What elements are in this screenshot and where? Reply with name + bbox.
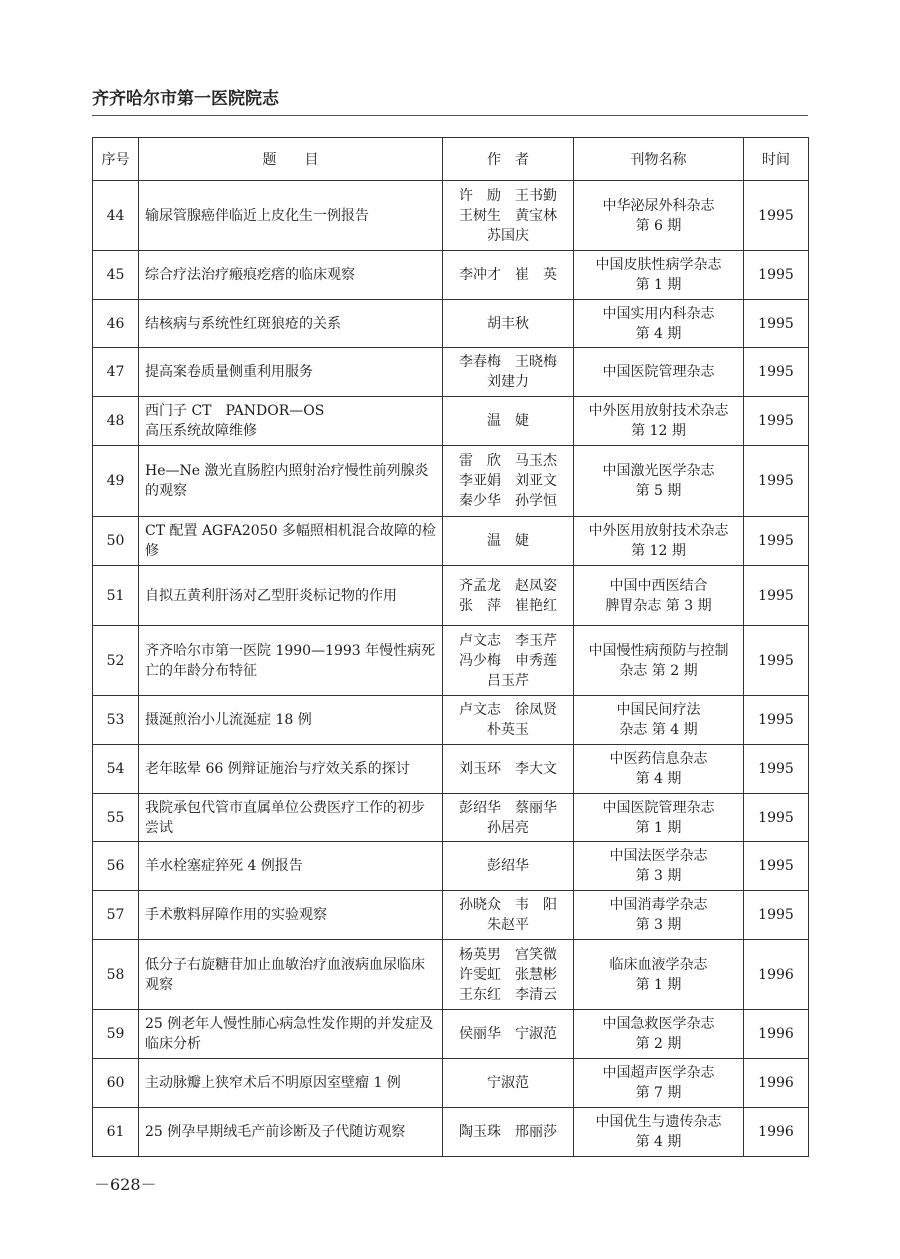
row-year: 1995 xyxy=(744,181,809,251)
row-number: 49 xyxy=(93,446,139,517)
author-line: 宁淑范 xyxy=(487,1075,529,1091)
title-line: 25 例孕早期绒毛产前诊断及子代随访观察 xyxy=(145,1124,406,1140)
journal-line: 中华泌尿外科杂志 xyxy=(602,197,715,214)
row-journal xyxy=(574,251,744,300)
author-line: 吕玉芹 xyxy=(487,672,529,689)
author-line: 冯少梅 申秀莲 xyxy=(459,652,557,669)
table-row xyxy=(93,1059,809,1108)
row-journal xyxy=(574,940,744,1010)
table-row xyxy=(93,891,809,940)
title-line: 高压系统故障维修 xyxy=(145,423,257,439)
row-authors xyxy=(443,251,574,300)
journal-line: 杂志 第 4 期 xyxy=(619,722,698,738)
title-line: CT 配置 AGFA2050 多幅照相机混合故障的检修 xyxy=(145,523,436,559)
table-row xyxy=(93,626,809,696)
row-year: 1995 xyxy=(744,745,809,794)
journal-line: 杂志 第 2 期 xyxy=(619,662,698,679)
author-line: 王东红 李清云 xyxy=(459,986,557,1003)
title-line: 结核病与系统性红斑狼疮的关系 xyxy=(145,315,341,332)
journal-line: 第 4 期 xyxy=(635,771,682,787)
table-row xyxy=(93,251,809,300)
column-header-authors: 作 者 xyxy=(443,138,574,181)
author-line: 温 婕 xyxy=(487,413,529,429)
row-authors xyxy=(443,566,574,626)
journal-line: 中国激光医学杂志 xyxy=(602,463,715,479)
row-number: 46 xyxy=(93,300,139,348)
table-row xyxy=(93,181,809,251)
row-number: 53 xyxy=(93,696,139,745)
row-year: 1995 xyxy=(744,626,809,696)
row-title xyxy=(139,1059,443,1108)
row-authors xyxy=(443,348,574,397)
table-row xyxy=(93,446,809,517)
journal-line: 中国法医学杂志 xyxy=(609,848,708,864)
table-header-row xyxy=(93,138,809,181)
journal-line: 第 7 期 xyxy=(635,1085,682,1101)
row-year: 1995 xyxy=(744,446,809,517)
journal-line: 第 3 期 xyxy=(635,868,682,884)
row-authors xyxy=(443,940,574,1010)
journal-line: 第 12 期 xyxy=(631,423,686,439)
table-row xyxy=(93,842,809,891)
column-header-journal: 刊物名称 xyxy=(574,138,744,181)
journal-line: 第 4 期 xyxy=(635,325,682,342)
row-number: 59 xyxy=(93,1010,139,1059)
title-line: 老年眩晕 66 例辩证施治与疗效关系的探讨 xyxy=(145,761,410,777)
journal-line: 中国皮肤性病学杂志 xyxy=(595,257,722,273)
row-number: 50 xyxy=(93,517,139,566)
row-journal xyxy=(574,626,744,696)
row-journal xyxy=(574,300,744,348)
table-row xyxy=(93,397,809,446)
row-title xyxy=(139,251,443,300)
row-number: 57 xyxy=(93,891,139,940)
row-authors xyxy=(443,891,574,940)
author-line: 王树生 黄宝林 xyxy=(459,207,557,224)
table-row xyxy=(93,348,809,397)
journal-line: 第 6 期 xyxy=(635,217,682,234)
author-line: 朱赵平 xyxy=(487,917,529,933)
title-line: 手术敷料屏障作用的实验观察 xyxy=(145,907,327,923)
author-line: 李亚娟 刘亚文 xyxy=(459,473,557,489)
row-year: 1995 xyxy=(744,348,809,397)
title-line: 低分子右旋糖苷加止血敏治疗血液病血尿临床观察 xyxy=(145,956,425,993)
title-line: 齐齐哈尔市第一医院 1990—1993 年慢性病死亡的年龄分布特征 xyxy=(145,642,436,679)
row-number: 47 xyxy=(93,348,139,397)
row-year: 1995 xyxy=(744,397,809,446)
row-year: 1995 xyxy=(744,842,809,891)
row-authors xyxy=(443,842,574,891)
author-line: 侯丽华 宁淑范 xyxy=(459,1026,557,1042)
row-title xyxy=(139,626,443,696)
row-authors xyxy=(443,181,574,251)
journal-line: 中国超声医学杂志 xyxy=(602,1065,715,1081)
row-title xyxy=(139,397,443,446)
author-line: 温 婕 xyxy=(487,533,529,549)
row-number: 45 xyxy=(93,251,139,300)
row-title xyxy=(139,696,443,745)
title-line: 综合疗法治疗瘢痕疙瘩的临床观察 xyxy=(145,267,355,283)
journal-line: 中国慢性病预防与控制 xyxy=(588,642,729,659)
row-year: 1996 xyxy=(744,940,809,1010)
table-row xyxy=(93,1108,809,1157)
row-number: 44 xyxy=(93,181,139,251)
journal-line: 中国急救医学杂志 xyxy=(602,1016,715,1032)
row-journal xyxy=(574,517,744,566)
table-row xyxy=(93,300,809,348)
row-number: 60 xyxy=(93,1059,139,1108)
running-header: 齐齐哈尔市第一医院院志 xyxy=(92,89,279,109)
row-authors xyxy=(443,745,574,794)
author-line: 李春梅 王晓梅 xyxy=(459,354,557,370)
row-number: 58 xyxy=(93,940,139,1010)
row-title xyxy=(139,300,443,348)
title-line: 羊水栓塞症猝死 4 例报告 xyxy=(145,858,303,874)
row-journal xyxy=(574,745,744,794)
author-line: 雷 欣 马玉杰 xyxy=(459,453,557,469)
table-row xyxy=(93,1010,809,1059)
author-line: 卢文志 李玉芹 xyxy=(459,632,557,649)
author-line: 秦少华 孙学恒 xyxy=(459,493,557,509)
row-title xyxy=(139,1010,443,1059)
row-authors xyxy=(443,1010,574,1059)
journal-line: 第 4 期 xyxy=(635,1134,682,1150)
row-year: 1995 xyxy=(744,696,809,745)
author-line: 李冲才 崔 英 xyxy=(459,267,557,283)
author-line: 孙晓众 韦 阳 xyxy=(459,897,557,913)
row-year: 1995 xyxy=(744,566,809,626)
row-title xyxy=(139,842,443,891)
table-row xyxy=(93,940,809,1010)
title-line: 主动脉瓣上狭窄术后不明原因室壁瘤 1 例 xyxy=(145,1075,401,1091)
journal-line: 中国消毒学杂志 xyxy=(609,897,708,913)
row-title xyxy=(139,1108,443,1157)
author-line: 朴英玉 xyxy=(487,722,529,738)
table-row xyxy=(93,745,809,794)
author-line: 卢文志 徐凤贤 xyxy=(459,702,557,718)
journal-line: 第 3 期 xyxy=(635,917,682,933)
table-body xyxy=(93,181,809,1157)
page-number: －628－ xyxy=(94,1175,157,1194)
row-journal xyxy=(574,446,744,517)
row-title xyxy=(139,891,443,940)
journal-line: 中国医院管理杂志 xyxy=(602,364,715,380)
author-line: 许 励 王书勤 xyxy=(459,187,557,204)
row-year: 1995 xyxy=(744,517,809,566)
column-header-num: 序号 xyxy=(93,138,139,181)
author-line: 齐孟龙 赵凤姿 xyxy=(459,577,557,594)
row-number: 52 xyxy=(93,626,139,696)
table-row xyxy=(93,696,809,745)
column-header-year: 时间 xyxy=(744,138,809,181)
journal-line: 中国中西医结合 xyxy=(609,577,708,594)
table-row xyxy=(93,794,809,842)
journal-line: 第 1 期 xyxy=(635,976,682,993)
row-authors xyxy=(443,446,574,517)
row-journal xyxy=(574,397,744,446)
row-number: 51 xyxy=(93,566,139,626)
title-line: 自拟五黄利肝汤对乙型肝炎标记物的作用 xyxy=(145,587,397,604)
journal-line: 第 1 期 xyxy=(635,819,682,836)
row-title xyxy=(139,517,443,566)
row-year: 1995 xyxy=(744,891,809,940)
author-line: 张 萍 崔艳红 xyxy=(459,597,557,614)
row-authors xyxy=(443,1108,574,1157)
header-rule xyxy=(92,115,808,116)
row-authors xyxy=(443,1059,574,1108)
journal-line: 第 5 期 xyxy=(635,483,682,499)
title-line: 25 例老年人慢性肺心病急性发作期的并发症及临床分析 xyxy=(145,1016,434,1052)
row-authors xyxy=(443,794,574,842)
author-line: 孙居亮 xyxy=(487,819,529,836)
row-title xyxy=(139,348,443,397)
table-row xyxy=(93,566,809,626)
author-line: 陶玉珠 邢丽莎 xyxy=(459,1124,557,1140)
title-line: 西门子 CT PANDOR—OS xyxy=(145,403,325,419)
row-number: 56 xyxy=(93,842,139,891)
row-year: 1996 xyxy=(744,1010,809,1059)
row-title xyxy=(139,794,443,842)
row-number: 55 xyxy=(93,794,139,842)
row-title xyxy=(139,940,443,1010)
journal-line: 脾胃杂志 第 3 期 xyxy=(605,597,712,614)
row-journal xyxy=(574,1010,744,1059)
row-journal xyxy=(574,891,744,940)
column-header-title: 题 目 xyxy=(139,138,443,181)
row-year: 1996 xyxy=(744,1108,809,1157)
row-year: 1995 xyxy=(744,794,809,842)
row-authors xyxy=(443,696,574,745)
journal-line: 中国民间疗法 xyxy=(616,702,701,718)
row-journal xyxy=(574,1059,744,1108)
row-authors xyxy=(443,300,574,348)
row-year: 1995 xyxy=(744,251,809,300)
row-authors xyxy=(443,626,574,696)
row-authors xyxy=(443,397,574,446)
author-line: 许雯虹 张慧彬 xyxy=(459,966,557,983)
row-number: 61 xyxy=(93,1108,139,1157)
row-journal xyxy=(574,181,744,251)
journal-line: 中国优生与遗传杂志 xyxy=(595,1114,722,1130)
journal-line: 中医药信息杂志 xyxy=(609,751,708,767)
table-row xyxy=(93,517,809,566)
row-journal xyxy=(574,794,744,842)
title-line: 我院承包代管市直属单位公费医疗工作的初步尝试 xyxy=(145,799,425,836)
row-title xyxy=(139,181,443,251)
row-journal xyxy=(574,1108,744,1157)
title-line: 提高案卷质量侧重利用服务 xyxy=(145,364,313,380)
title-line: 摄涎煎治小儿流涎症 18 例 xyxy=(145,712,312,728)
journal-line: 中外医用放射技术杂志 xyxy=(588,403,729,419)
row-journal xyxy=(574,696,744,745)
author-line: 刘建力 xyxy=(487,374,529,390)
row-journal xyxy=(574,566,744,626)
title-line: He—Ne 激光直肠腔内照射治疗慢性前列腺炎的观察 xyxy=(145,463,429,499)
title-line: 输尿管腺癌伴临近上皮化生一例报告 xyxy=(145,207,369,224)
journal-line: 中国实用内科杂志 xyxy=(602,305,715,322)
author-line: 杨英男 宫笑微 xyxy=(459,946,557,963)
row-number: 48 xyxy=(93,397,139,446)
author-line: 胡丰秋 xyxy=(487,315,529,332)
journal-line: 中国医院管理杂志 xyxy=(602,799,715,816)
row-authors xyxy=(443,517,574,566)
author-line: 彭绍华 xyxy=(487,858,529,874)
row-title xyxy=(139,566,443,626)
row-title xyxy=(139,745,443,794)
author-line: 刘玉环 李大文 xyxy=(459,761,557,777)
journal-line: 第 2 期 xyxy=(635,1036,682,1052)
row-number: 54 xyxy=(93,745,139,794)
author-line: 苏国庆 xyxy=(487,227,529,244)
row-title xyxy=(139,446,443,517)
publications-table xyxy=(92,137,809,1157)
journal-line: 临床血液学杂志 xyxy=(609,956,708,973)
journal-line: 第 12 期 xyxy=(631,543,686,559)
journal-line: 第 1 期 xyxy=(635,277,682,293)
row-year: 1996 xyxy=(744,1059,809,1108)
journal-line: 中外医用放射技术杂志 xyxy=(588,523,729,539)
row-year: 1995 xyxy=(744,300,809,348)
row-journal xyxy=(574,348,744,397)
author-line: 彭绍华 蔡丽华 xyxy=(459,799,557,816)
row-journal xyxy=(574,842,744,891)
